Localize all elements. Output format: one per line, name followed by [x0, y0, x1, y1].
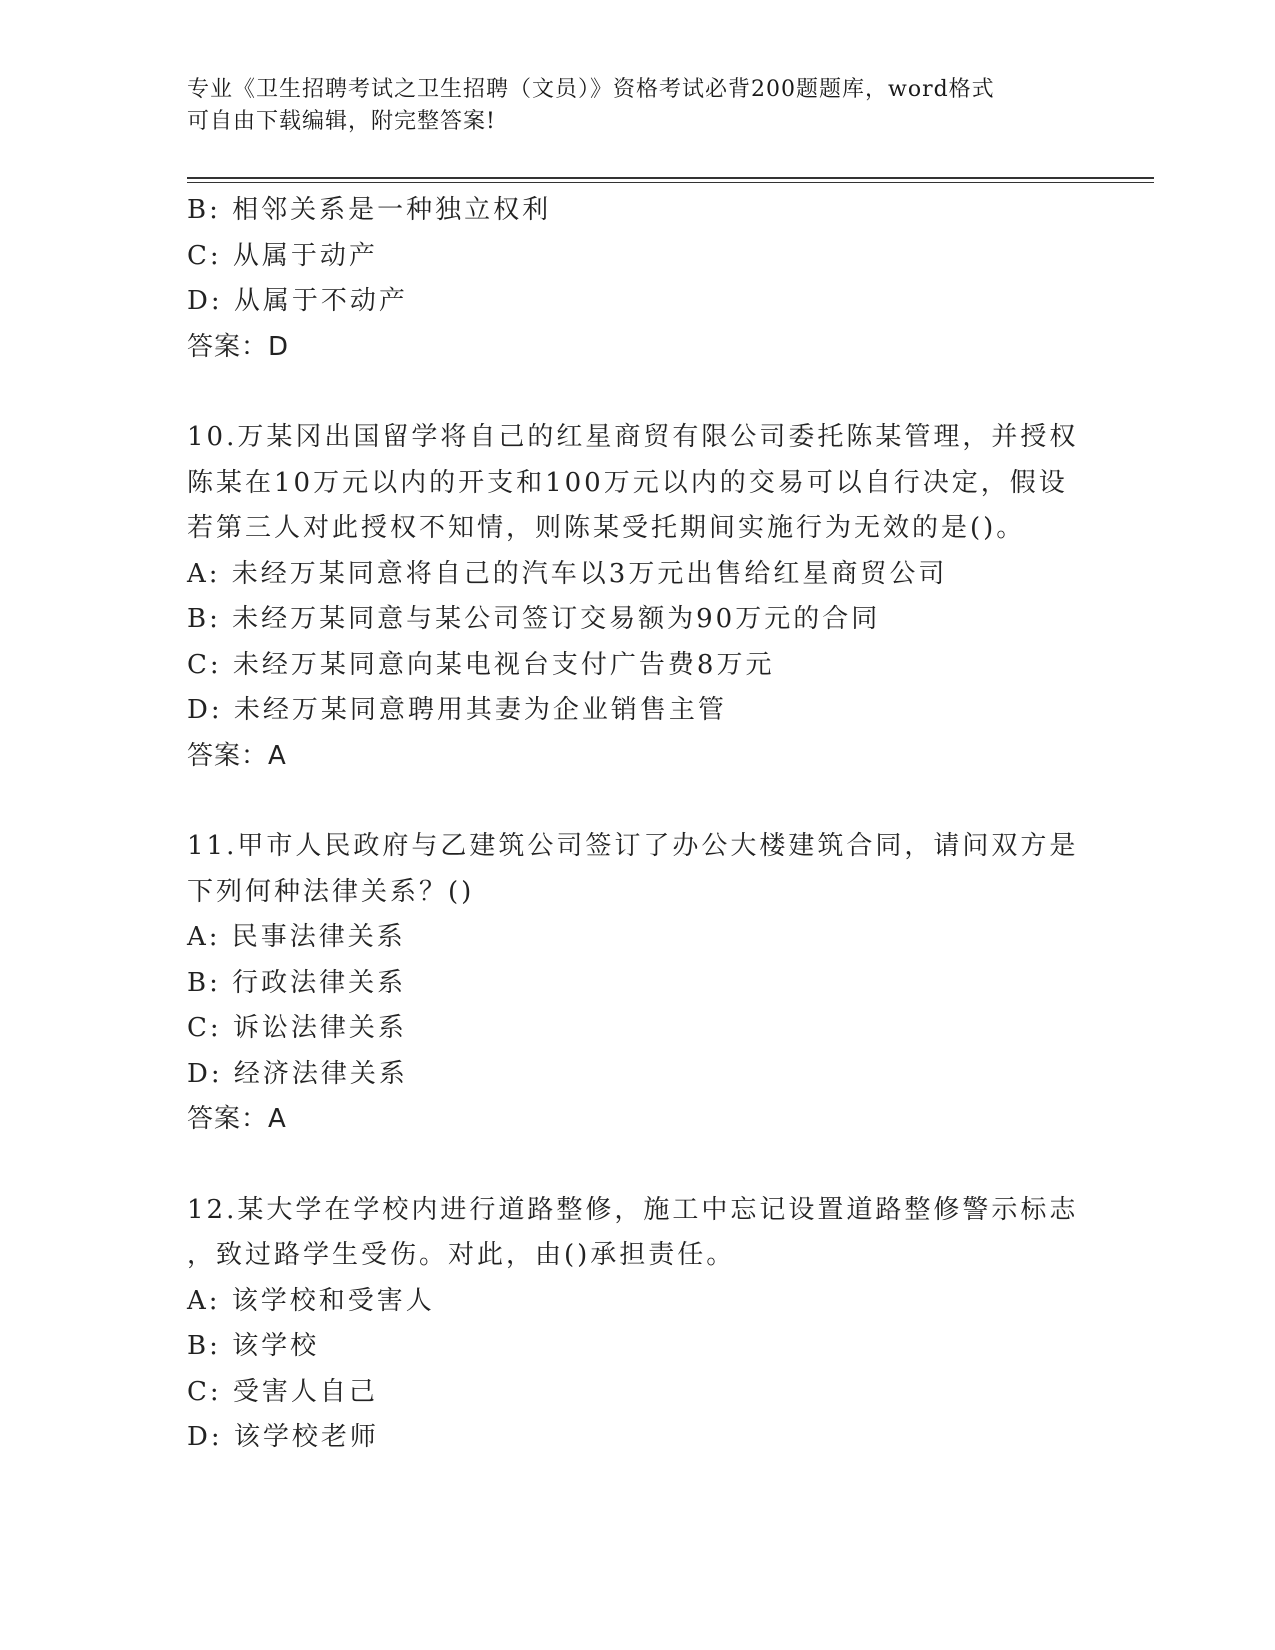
- option-a: A: 未经万某同意将自己的汽车以3万元出售给红星商贸公司: [187, 558, 948, 589]
- answer-line: 答案：D: [187, 331, 290, 362]
- question-text-line-2: ，致过路学生受伤。对此，由()承担责任。: [187, 1240, 736, 1270]
- option-c: C: 诉讼法律关系: [187, 1013, 407, 1043]
- option-a: A: 该学校和受害人: [187, 1285, 435, 1316]
- option-c: C: 受害人自己: [187, 1376, 378, 1407]
- question-text-line-1: 12.某大学在学校内进行道路整修，施工中忘记设置道路整修警示标志: [187, 1194, 1079, 1225]
- question-text-line-1: 10.万某冈出国留学将自己的红星商贸有限公司委托陈某管理，并授权: [187, 422, 1079, 452]
- header-divider-thin: [187, 182, 1154, 183]
- option-d: D: 从属于不动产: [187, 286, 408, 316]
- document-header: [187, 74, 1067, 138]
- question-block-11: [187, 824, 1087, 1143]
- answer-line: 答案：A: [187, 1104, 287, 1134]
- document-body: [187, 188, 1087, 1461]
- option-c: C: 未经万某同意向某电视台支付广告费8万元: [187, 649, 775, 680]
- question-block-12: [187, 1188, 1087, 1461]
- question-text-line-1: 11.甲市人民政府与乙建筑公司签订了办公大楼建筑合同，请问双方是: [187, 831, 1079, 861]
- header-title-line-1: 专业《卫生招聘考试之卫生招聘（文员）》资格考试必背200题题库，word格式: [187, 77, 995, 102]
- spacer: [187, 779, 1087, 824]
- option-d: D: 该学校老师: [187, 1422, 379, 1452]
- spacer: [187, 370, 1087, 415]
- option-b: B: 未经万某同意与某公司签订交易额为90万元的合同: [187, 604, 881, 634]
- option-c: C: 从属于动产: [187, 240, 378, 271]
- option-b: B: 行政法律关系: [187, 967, 407, 998]
- answer-line: 答案：A: [187, 740, 287, 771]
- spacer: [187, 1143, 1087, 1188]
- question-text-line-2: 陈某在10万元以内的开支和100万元以内的交易可以自行决定，假设: [187, 467, 1068, 498]
- option-b: B: 相邻关系是一种独立权利: [187, 195, 552, 225]
- question-block-10: [187, 415, 1087, 779]
- question-text-line-3: 若第三人对此授权不知情，则陈某受托期间实施行为无效的是()。: [187, 513, 1026, 543]
- question-block-9: [187, 188, 1087, 370]
- option-d: D: 经济法律关系: [187, 1058, 408, 1089]
- header-title-line-2: 可自由下载编辑，附完整答案!: [187, 109, 496, 134]
- option-a: A: 民事法律关系: [187, 922, 406, 952]
- option-b: B: 该学校: [187, 1331, 320, 1361]
- question-text-line-2: 下列何种法律关系？(): [187, 876, 475, 907]
- header-divider-thick: [187, 177, 1154, 179]
- option-d: D: 未经万某同意聘用其妻为企业销售主管: [187, 695, 727, 725]
